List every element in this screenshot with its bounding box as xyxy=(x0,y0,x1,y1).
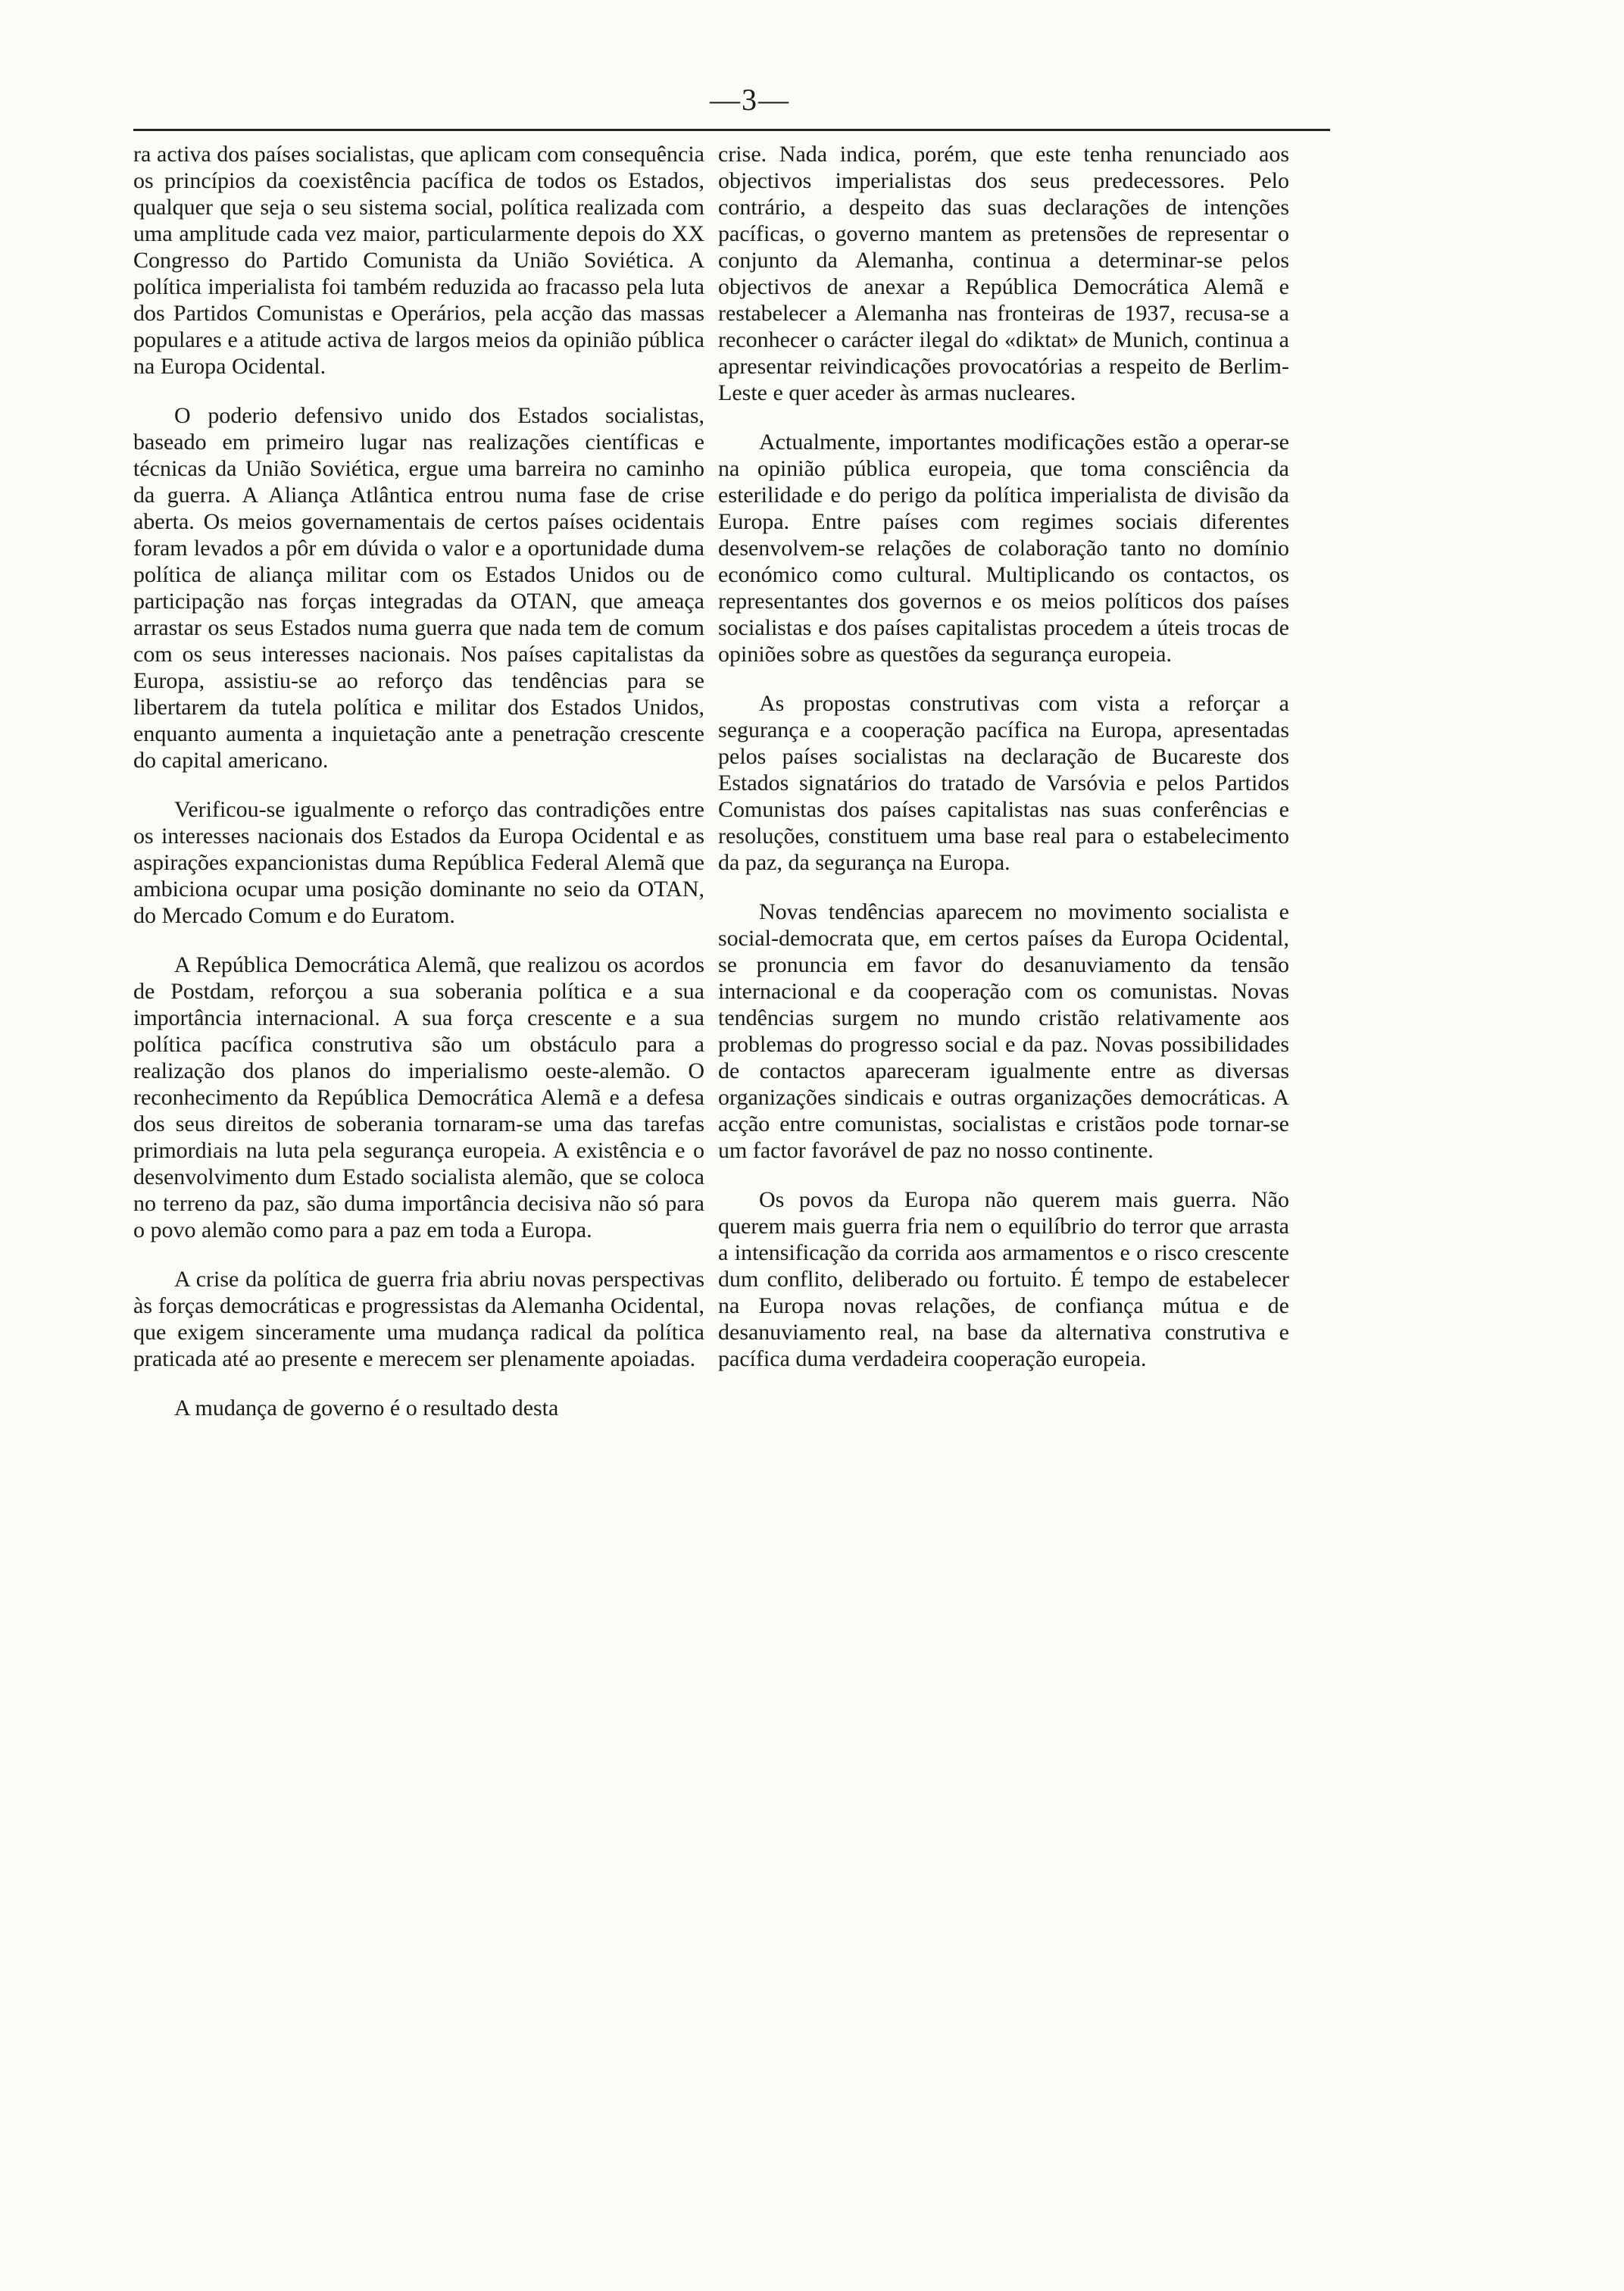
left-paragraph-3: Verificou-se igualmente o reforço das contradições entre os interesses nacionais dos Estados da Europa Ocidental e as aspirações expancionistas duma República Federal Alemã que ambiciona ocupar uma posição dominante no seio da OTAN, do Mercado Comum e do Euratom. xyxy=(133,797,704,928)
right-paragraph-3: As propostas construtivas com vista a reforçar a segurança e a cooperação pacífica na Europa, apresentadas pelos países socialistas na declaração de Bucareste dos Estados signatários do tratado de Varsóvia e pelos Partidos Comunistas dos países capitalistas nas suas conferências e resoluções, constituem uma base real para o estabelecimento da paz, da segurança na Europa. xyxy=(718,691,1289,875)
page-number: —3— xyxy=(710,83,790,117)
left-paragraph-2: O poderio defensivo unido dos Estados socialistas, baseado em primeiro lugar nas realizações científicas e técnicas da União Soviética, ergue uma barreira no caminho da guerra. A Aliança Atlântica entrou numa fase de crise aberta. Os meios governamentais de certos países ocidentais foram levados a pôr em dúvida o valor e a oportunidade duma política de aliança militar com os Estados Unidos ou de participação nas forças integradas da OTAN, que ameaça arrastar os seus Estados numa guerra que nada tem de comum com os seus interesses nacionais. Nos países capitalistas da Europa, assistiu-se ao reforço das tendências para se libertarem da tutela política e militar dos Estados Unidos, enquanto aumenta a inquietação ante a penetração crescente do capital americano. xyxy=(133,403,704,773)
right-paragraph-5: Os povos da Europa não querem mais guerra. Não querem mais guerra fria nem o equilíbrio do terror que arrasta a intensificação da corrida aos armamentos e o risco crescente dum conflito, deliberado ou fortuito. É tempo de estabelecer na Europa novas relações, de confiança mútua e de desanuviamento real, na base da alternativa construtiva e pacífica duma verdadeira cooperação europeia. xyxy=(718,1187,1289,1371)
right-column xyxy=(718,141,1289,1395)
right-paragraph-4: Novas tendências aparecem no movimento socialista e social-democrata que, em certos países da Europa Ocidental, se pronuncia em favor do desanuviamento da tensão internacional e da cooperação com os comunistas. Novas tendências surgem no mundo cristão relativamente aos problemas do progresso social e da paz. Novas possibilidades de contactos apareceram igualmente entre as diversas organizações sindicais e outras organizações democráticas. A acção entre comunistas, socialistas e cristãos pode tornar-se um factor favorável de paz no nosso continente. xyxy=(718,899,1289,1163)
left-paragraph-4: A República Democrática Alemã, que realizou os acordos de Postdam, reforçou a sua soberania política e a sua importância internacional. A sua força crescente e a sua política pacífica construtiva são um obstáculo para a realização dos planos do imperialismo oeste-alemão. O reconhecimento da República Democrática Alemã e a defesa dos seus direitos de soberania tornaram-se uma das tarefas primordiais na luta pela segurança europeia. A existência e o desenvolvimento dum Estado socialista alemão, que se coloca no terreno da paz, são duma importância decisiva não só para o povo alemão como para a paz em toda a Europa. xyxy=(133,952,704,1242)
left-paragraph-1: ra activa dos países socialistas, que aplicam com consequência os princípios da coexistência pacífica de todos os Estados, qualquer que seja o seu sistema social, política realizada com uma amplitude cada vez maior, particularmente depois do XX Congresso do Partido Comunista da União Soviética. A política imperialista foi também reduzida ao fracasso pela luta dos Partidos Comunistas e Operários, pela acção das massas populares e a atitude activa de largos meios da opinião pública na Europa Ocidental. xyxy=(133,142,704,379)
left-paragraph-5: A crise da política de guerra fria abriu novas perspectivas às forças democráticas e progressistas da Alemanha Ocidental, que exigem sinceramente uma mudança radical da política praticada até ao presente e merecem ser plenamente apoiadas. xyxy=(133,1267,704,1371)
header-rule xyxy=(133,129,1330,131)
left-column xyxy=(133,141,704,1444)
right-paragraph-2: Actualmente, importantes modificações estão a operar-se na opinião pública europeia, que toma consciência da esterilidade e do perigo da política imperialista de divisão da Europa. Entre países com regimes sociais diferentes desenvolvem-se relações de colaboração tanto no domínio económico como cultural. Multiplicando os contactos, os representantes dos governos e os meios políticos dos países socialistas e dos países capitalistas procedem a úteis trocas de opiniões sobre as questões da segurança europeia. xyxy=(718,430,1289,667)
left-paragraph-6: A mudança de governo é o resultado desta xyxy=(174,1396,559,1421)
right-paragraph-1: crise. Nada indica, porém, que este tenha renunciado aos objectivos imperialistas dos seus predecessores. Pelo contrário, a despeito das suas declarações de intenções pacíficas, o governo mantem as pretensões de representar o conjunto da Alemanha, continua a determinar-se pelos objectivos de anexar a República Democrática Alemã e restabelecer a Alemanha nas fronteiras de 1937, recusa-se a reconhecer o carácter ilegal do «diktat» de Munich, continua a apresentar reivindicações provocatórias a respeito de Berlim-Leste e quer aceder às armas nucleares. xyxy=(718,142,1289,405)
